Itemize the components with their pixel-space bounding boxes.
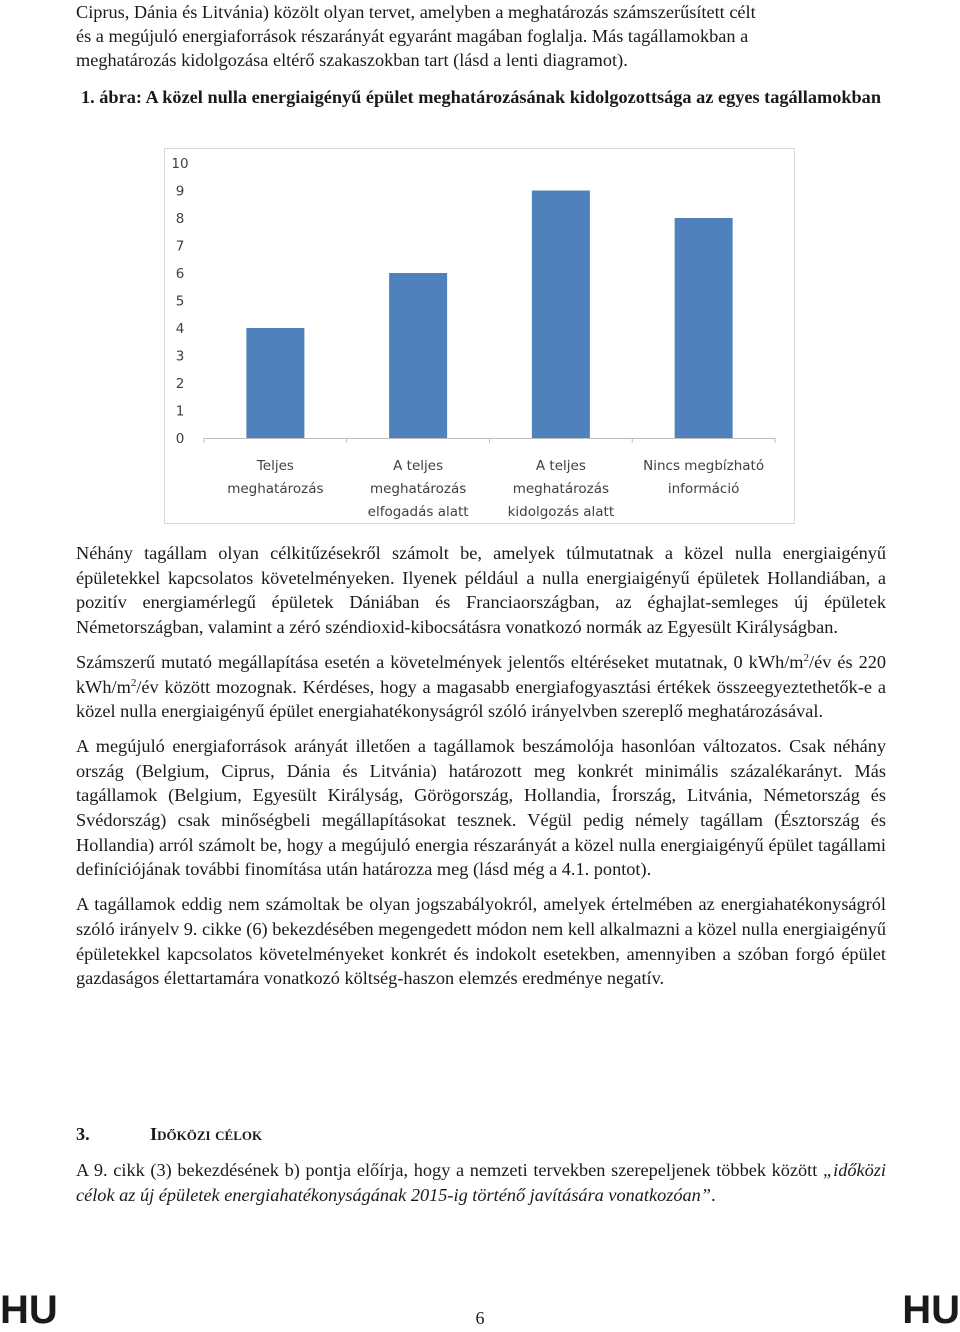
- footer-language-right: HU: [902, 1288, 960, 1332]
- x-category-label: Nincs megbízható információ: [643, 458, 765, 497]
- section-number: 3.: [76, 1124, 90, 1144]
- page-number: 6: [475, 1308, 485, 1328]
- p5-text-a: A 9. cikk (3) bekezdésének b) pontja előírja, hogy a nemzeti tervekben szerepeljenek többek között: [76, 1160, 824, 1180]
- paragraph-renewables: A megújuló energiaforrások arányát illetően a tagállamok beszámolója hasonlóan változatos. Csak néhány ország (Belgium, Ciprus, Dánia és Litvánia) határozott meg konkrét minimális százalékarányt. Más tagállamok (Belgium, Egyesült Királyság, Görögország, Hollandia, Írország, Litvánia, Németország és Svédország) csak minőségbeli megállapításokat tesznek. Végül pedig némely tagállam (Észtország és Hollandia) arról számolt be, hogy a megújuló energia részarányát a közel nulla energiaigényű épület tagállami definíciójának további finomítása után határozza meg (lásd még a 4.1. pontot).: [76, 735, 886, 880]
- p5-text-c: .: [710, 1184, 716, 1205]
- bar: [532, 191, 590, 439]
- paragraph-goals: Néhány tagállam olyan célkitűzésekről számolt be, amelyek túlmutatnak a közel nulla energiaigényű épületekkel kapcsolatos követelményeken. Ilyenek például a nulla energiaigényű épületek Hollandiában, a pozitív energiamérlegű épületek Dániában és Franciaországban, az éghajlat-semleges új épületek Németországban, valamint a zéró széndioxid-kibocsátásra vonatkozó normák az Egyesült Királyságban.: [76, 543, 886, 638]
- intro-line-1: Ciprus, Dánia és Litvánia) közölt olyan tervet, amelyben a meghatározás számszerűsített célt: [76, 2, 756, 22]
- intro-line-2: és a megújuló energiaforrások részarányát egyaránt magában foglalja. Más tagállamokban a: [76, 26, 749, 46]
- y-tick-label: 0: [175, 431, 185, 447]
- y-tick-label: 6: [175, 266, 185, 282]
- y-tick-label: 5: [175, 293, 185, 310]
- p2-text-b: /év és 220 kWh/m: [76, 651, 886, 697]
- y-tick-label: 4: [175, 321, 185, 337]
- section-title: Időközi célok: [150, 1124, 263, 1144]
- figure-title: 1. ábra: A közel nulla energiaigényű épület meghatározásának kidolgozottsága az egyes tagállamokban: [81, 87, 881, 107]
- y-tick-label: 1: [175, 403, 185, 420]
- bar: [389, 273, 447, 438]
- bar: [675, 218, 733, 438]
- y-tick-label: 9: [175, 183, 185, 200]
- bar-chart: [164, 148, 795, 524]
- x-category-label: Teljes meghatározás: [227, 458, 324, 497]
- paragraph-legislation: A tagállamok eddig nem számoltak be olyan jogszabályokról, amelyek értelmében az energiahatékonyságról szóló irányelv 9. cikke (6) bekezdésében megengedett módon nem kell alkalmazni a közel nulla energiaigényű épületekkel kapcsolatos követelményeket konkrét és indokolt esetekben, amennyiben a szóban forgó épület gazdaságos élettartamára vonatkozó költség-haszon elemzés eredménye negatív.: [76, 894, 886, 989]
- p2-sup-2: 2: [130, 676, 137, 689]
- y-tick-label: 7: [175, 238, 185, 255]
- y-tick-label: 8: [175, 211, 185, 227]
- x-category-label: A teljes meghatározás kidolgozás alatt: [507, 458, 615, 520]
- body-text: [76, 541, 886, 991]
- chart-svg: [164, 148, 795, 524]
- y-tick-label: 10: [171, 156, 189, 172]
- section-heading: [76, 1124, 262, 1145]
- bar: [246, 328, 304, 438]
- p5-quote: „időközi célok az új épületek energiahatékonyságának 2015-ig történő javítására vonatkozóan”: [76, 1160, 886, 1205]
- paragraph-interim-goals: [76, 1158, 886, 1207]
- footer-language-left: HU: [0, 1288, 58, 1332]
- x-category-label: A teljes meghatározás elfogadás alatt: [367, 458, 469, 520]
- p2-sup-1: 2: [803, 651, 810, 664]
- intro-line-3: meghatározás kidolgozása eltérő szakaszokban tart (lásd a lenti diagramot).: [76, 50, 628, 70]
- paragraph-indicators: [76, 650, 886, 724]
- y-tick-label: 3: [175, 348, 185, 365]
- y-tick-label: 2: [175, 376, 185, 392]
- p2-text-a: Számszerű mutató megállapítása esetén a követelmények jelentős eltéréseket mutatnak, 0 kWh/m: [76, 651, 804, 672]
- p2-text-c: /év között mozognak. Kérdéses, hogy a magasabb energiafogyasztási értékek összeegyeztethetők-e a közel nulla energiaigényű épület energiahatékonyságról szóló irányelvben szereplő meghatározásával.: [76, 676, 886, 722]
- section-body: [76, 1158, 886, 1207]
